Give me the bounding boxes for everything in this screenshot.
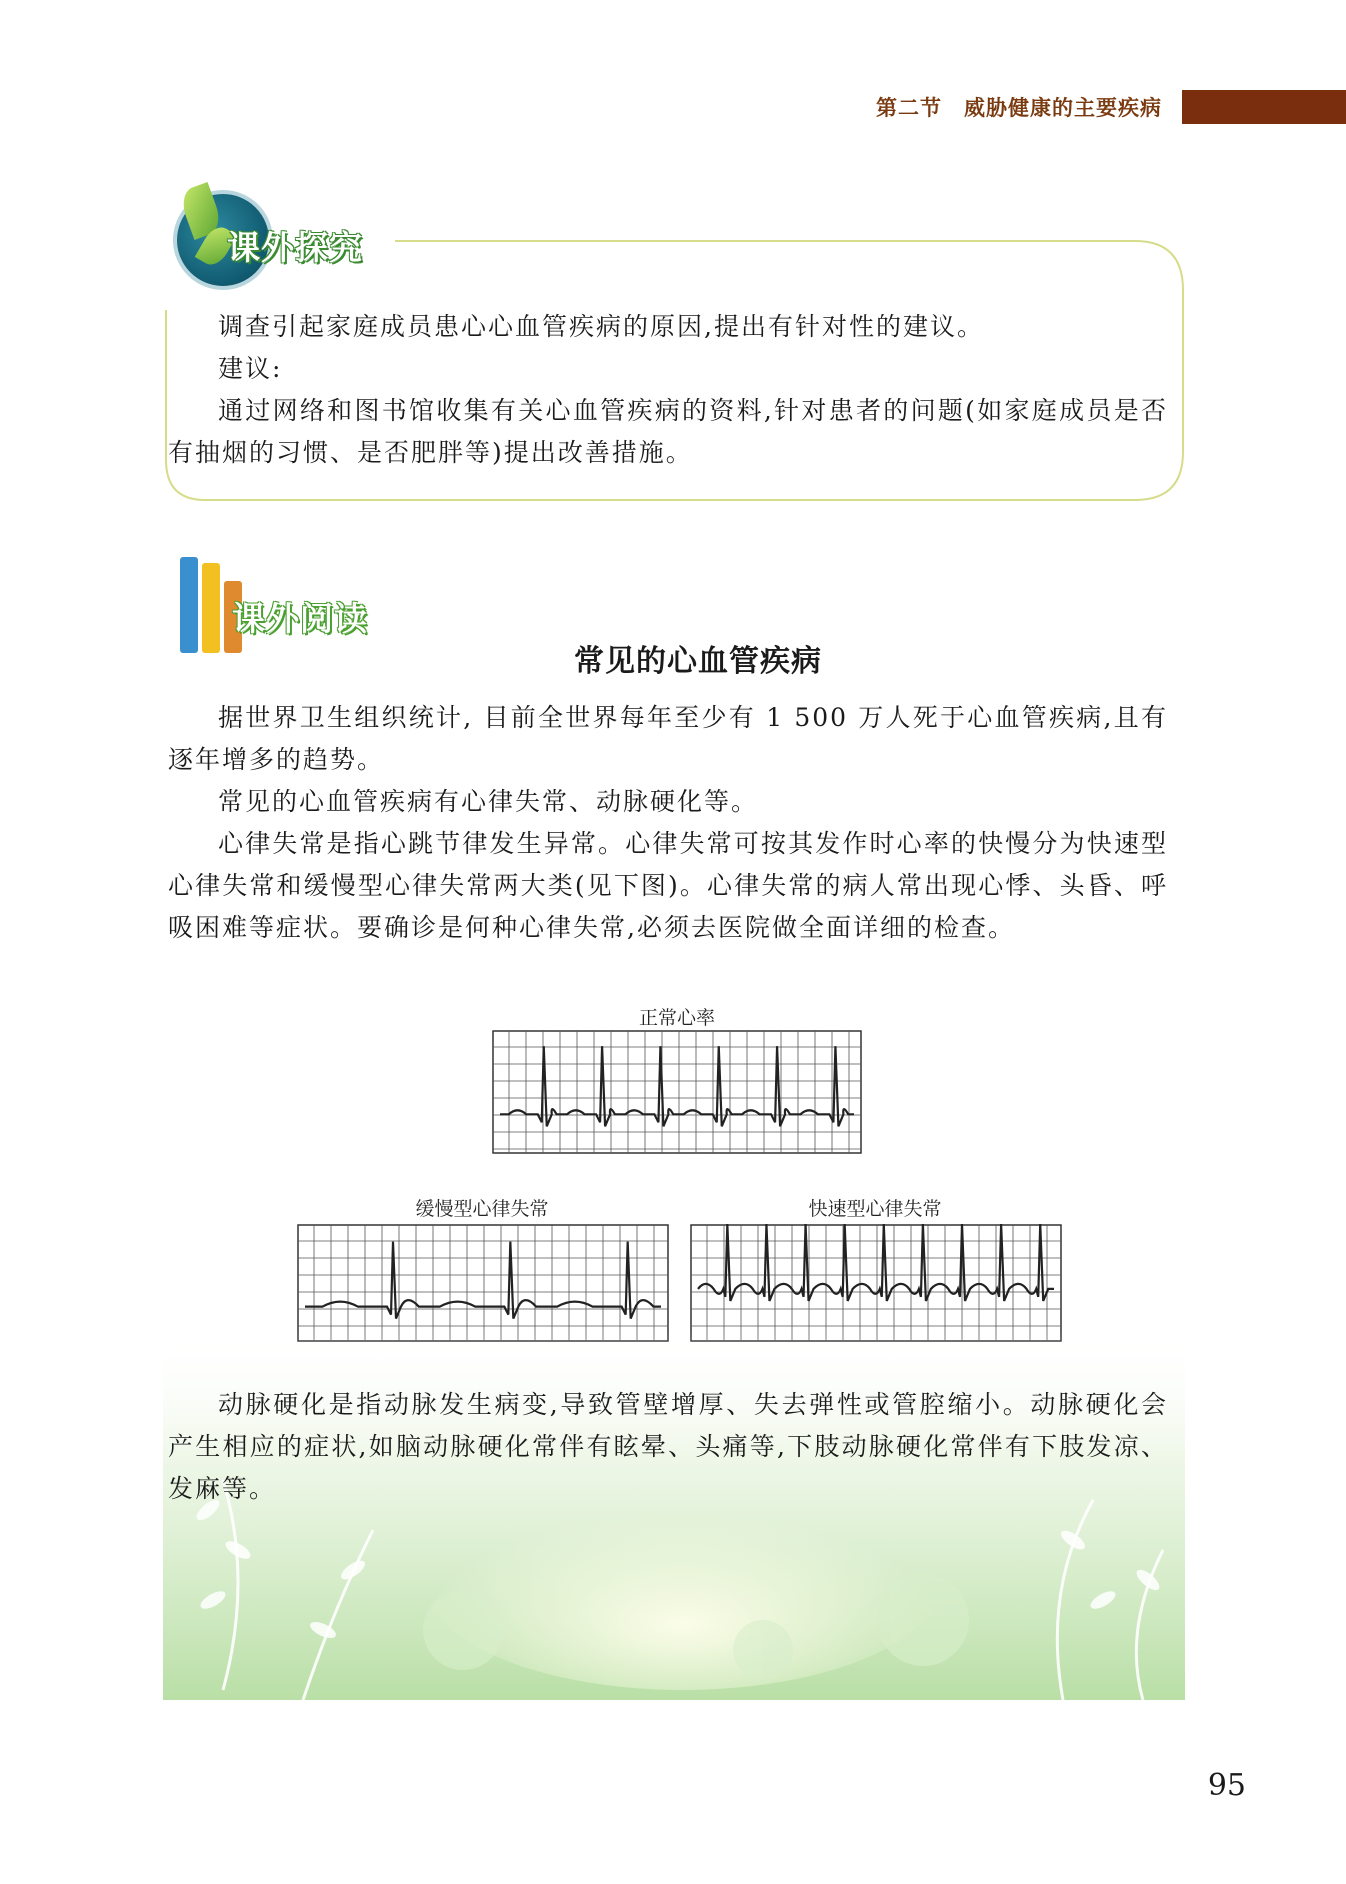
ecg-border xyxy=(493,1031,861,1153)
ecg-border xyxy=(298,1225,668,1341)
ecg-caption-fast: 快速型心律失常 xyxy=(808,1198,942,1220)
inquiry-task: 调查引起家庭成员患心心血管疾病的原因,提出有针对性的建议。 xyxy=(218,312,984,341)
inquiry-text xyxy=(168,306,1168,474)
paragraph: 常见的心血管疾病有心律失常、动脉硬化等。 xyxy=(218,787,759,816)
inquiry-badge xyxy=(165,186,395,296)
page-number: 95 xyxy=(1207,1768,1246,1803)
article-title: 常见的心血管疾病 xyxy=(574,644,822,679)
article-body-top xyxy=(168,697,1168,949)
reading-badge-label: 课外阅读 xyxy=(232,599,368,638)
suggestion-text: 通过网络和图书馆收集有关心血管疾病的资料,针对患者的问题(如家庭成员是否有抽烟的习惯、是否肥胖等)提出改善措施。 xyxy=(168,396,1168,467)
ecg-caption-normal: 正常心率 xyxy=(638,1007,715,1029)
ecg-fast-figure xyxy=(690,1224,1062,1342)
paragraph: 据世界卫生组织统计, 目前全世界每年至少有 1 500 万人死于心血管疾病,且有逐年增多的趋势。 xyxy=(168,703,1168,774)
article-body-bottom xyxy=(168,1384,1168,1510)
suggestion-label: 建议: xyxy=(218,354,283,383)
section-number: 第二节 xyxy=(876,96,942,120)
ecg-slow-figure xyxy=(297,1224,669,1342)
header-bar xyxy=(1182,90,1346,124)
section-title: 威胁健康的主要疾病 xyxy=(964,96,1162,120)
ecg-normal-figure xyxy=(492,1030,862,1154)
ecg-border xyxy=(691,1225,1061,1341)
paragraph: 心律失常是指心跳节律发生异常。心律失常可按其发作时心率的快慢分为快速型心律失常和缓慢型心律失常两大类(见下图)。心律失常的病人常出现心悸、头昏、呼吸困难等症状。要确诊是何种心律失常,必须去医院做全面详细的检查。 xyxy=(168,829,1168,942)
ecg-caption-slow: 缓慢型心律失常 xyxy=(415,1198,549,1220)
paragraph: 动脉硬化是指动脉发生病变,导致管壁增厚、失去弹性或管腔缩小。动脉硬化会产生相应的症状,如脑动脉硬化常伴有眩晕、头痛等,下肢动脉硬化常伴有下肢发凉、发麻等。 xyxy=(168,1390,1168,1503)
page-header xyxy=(876,90,1346,124)
inquiry-badge-label: 课外探究 xyxy=(227,228,363,267)
